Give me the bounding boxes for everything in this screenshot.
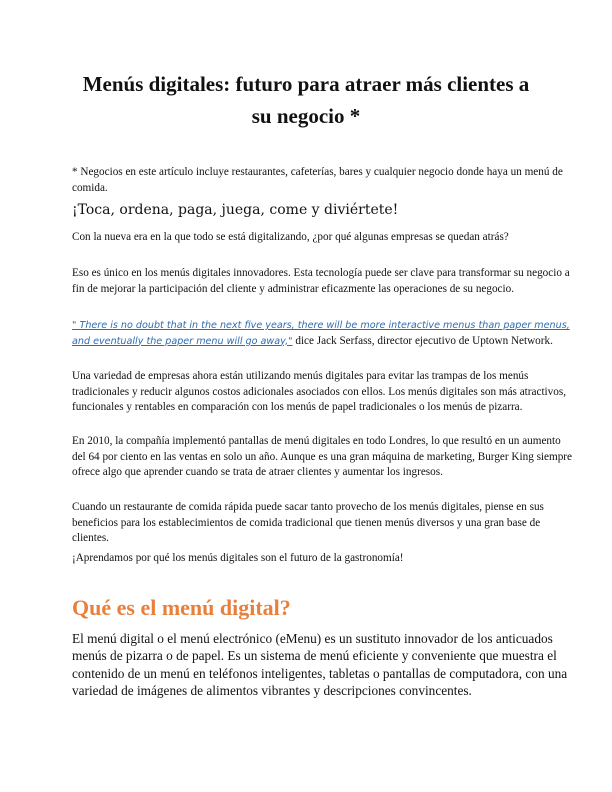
paragraph-fast-food: Cuando un restaurante de comida rápida puede sacar tanto provecho de los menús digitales, piense en sus beneficios para los establecimientos de comida tradicional que tienen menús diversos y una gran base de clientes. — [72, 501, 544, 544]
paragraph-intro: Con la nueva era en la que todo se está digitalizando, ¿por qué algunas empresas se quedan atrás? — [72, 231, 509, 243]
footnote: * Negocios en este artículo incluye restaurantes, cafeterías, bares y cualquier negocio donde haya un menú de comida. — [72, 166, 563, 194]
tagline: ¡Toca, ordena, paga, juega, come y diviértete! — [72, 202, 399, 218]
paragraph-variety: Una variedad de empresas ahora están utilizando menús digitales para evitar las trampas de los menús tradicionales y reducir algunos costos adicionales asociados con ellos. Los menús digitales son más atractivos, funcionales y rentables en comparación con los menús de papel tradicionales o los menús de pizarra. — [72, 370, 566, 413]
paragraph-learn: ¡Aprendamos por qué los menús digitales son el futuro de la gastronomía! — [72, 552, 404, 564]
document-title: Menús digitales: futuro para atraer más clientes a su negocio * — [82, 72, 530, 128]
section-body: El menú digital o el menú electrónico (eMenu) es un sustituto innovador de los anticuados menús de pizarra o de papel. Es un sistema de menú eficiente y conveniente que muestra el contenido de un menú en teléfonos inteligentes, tabletas o pantallas de computadora, con una variedad de imágenes de alimentos vibrantes y descripciones convincentes. — [72, 631, 568, 698]
paragraph-innovation: Eso es único en los menús digitales innovadores. Esta tecnología puede ser clave para transformar su negocio a fin de mejorar la participación del cliente y administrar eficazmente las operaciones de su negocio. — [72, 267, 570, 295]
quote-paragraph — [72, 318, 572, 349]
quote-link[interactable]: " There is no doubt that in the next five years, there will be more interactive menus than paper menus, and eventually the paper menu will go away," — [72, 320, 570, 347]
quote-attribution: dice Jack Serfass, director ejecutivo de Uptown Network. — [292, 334, 553, 347]
paragraph-burger-king: En 2010, la compañía implementó pantallas de menú digitales en todo Londres, lo que resultó en un aumento del 64 por ciento en las ventas en solo un año. Aunque es una gran máquina de marketing, Burger King siempre ofrece algo que aprender cuando se trata de atraer clientes y aumentar los ingresos. — [72, 435, 572, 478]
section-heading: Qué es el menú digital? — [72, 595, 291, 620]
